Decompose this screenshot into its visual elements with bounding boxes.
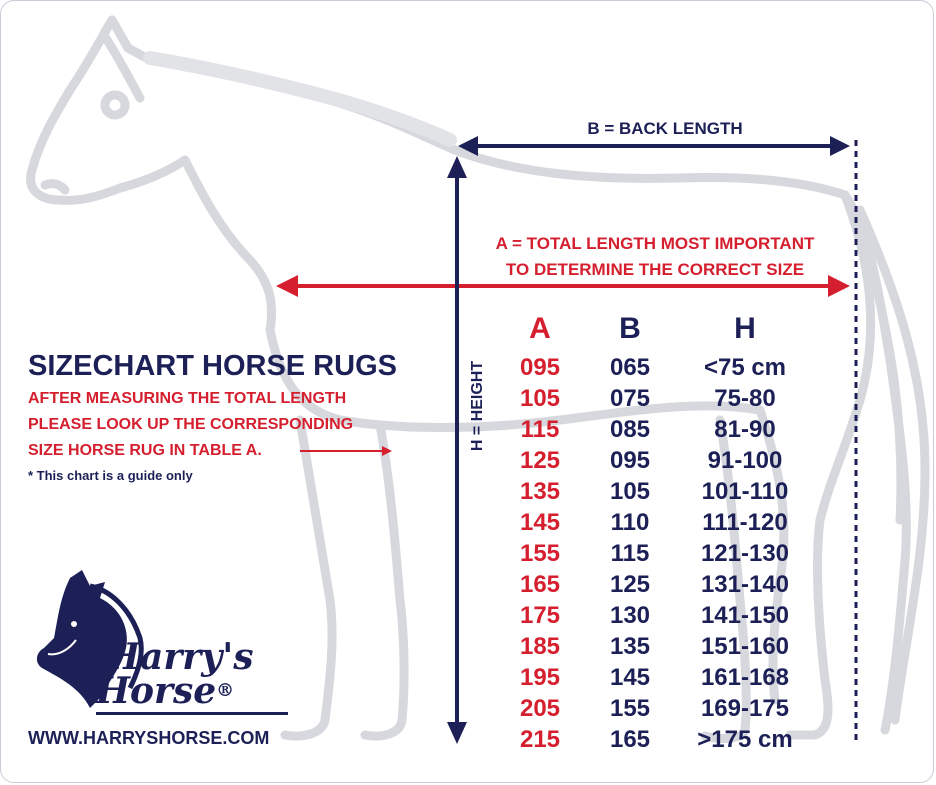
size-a-cell: 135 — [519, 478, 561, 505]
back-length-b-cell: 155 — [609, 695, 651, 722]
height-h-cell: 161-168 — [700, 664, 790, 691]
brand-registered-mark: ® — [216, 680, 235, 701]
height-h-cell: 101-110 — [701, 478, 789, 505]
size-a-cell: 195 — [519, 664, 561, 691]
size-a-cell: 125 — [519, 447, 561, 474]
page-title: SIZECHART HORSE RUGS — [28, 350, 397, 382]
size-a-cell: 165 — [519, 571, 561, 598]
instruction-line-3: SIZE HORSE RUG IN TABLE A. — [28, 442, 262, 459]
height-h-cell: 141-150 — [700, 602, 790, 629]
instruction-line-2: PLEASE LOOK UP THE CORRESPONDING — [28, 416, 354, 433]
back-length-b-cell: 135 — [609, 633, 651, 660]
height-h-cell: 91-100 — [707, 447, 783, 474]
height-label: H = HEIGHT — [469, 360, 486, 452]
back-length-b-cell: 065 — [609, 354, 651, 381]
back-length-b-cell: 145 — [609, 664, 651, 691]
column-header-h: H — [734, 312, 756, 345]
height-h-cell: 131-140 — [700, 571, 790, 598]
total-length-label-line1: A = TOTAL LENGTH MOST IMPORTANT — [495, 234, 815, 253]
back-length-b-cell: 095 — [609, 447, 651, 474]
size-a-cell: 115 — [520, 416, 560, 443]
brand-line-1: Harry's — [106, 636, 254, 678]
size-a-cell: 185 — [519, 633, 561, 660]
height-arrow — [447, 156, 467, 744]
back-length-b-cell: 105 — [609, 478, 651, 505]
back-length-b-cell: 110 — [610, 509, 650, 536]
back-length-b-cell: 130 — [609, 602, 651, 629]
column-header-a: A — [529, 312, 551, 345]
size-a-cell: 205 — [519, 695, 561, 722]
total-length-label-line2: TO DETERMINE THE CORRECT SIZE — [505, 260, 805, 279]
back-length-b-cell: 075 — [609, 385, 651, 412]
height-h-cell: 169-175 — [700, 695, 790, 722]
brand-underline — [96, 712, 288, 715]
height-h-cell: >175 cm — [697, 726, 793, 753]
height-h-cell: 151-160 — [700, 633, 790, 660]
column-header-b: B — [619, 312, 641, 345]
back-length-b-cell: 115 — [610, 540, 650, 567]
height-h-cell: 111-120 — [702, 509, 788, 536]
size-a-cell: 155 — [519, 540, 561, 567]
size-a-cell: 215 — [519, 726, 561, 753]
brand-line-2: Horse — [96, 670, 217, 712]
height-h-cell: 75-80 — [714, 385, 776, 412]
height-h-cell: <75 cm — [703, 354, 787, 381]
size-a-cell: 175 — [519, 602, 561, 629]
guide-note: * This chart is a guide only — [28, 468, 193, 483]
size-a-cell: 145 — [519, 509, 561, 536]
back-length-arrow — [458, 136, 850, 156]
brand-wordmark — [96, 636, 254, 712]
back-length-label: B = BACK LENGTH — [587, 119, 743, 138]
instruction-line-1: AFTER MEASURING THE TOTAL LENGTH — [28, 390, 347, 407]
pointer-arrow — [300, 446, 392, 456]
back-length-b-cell: 165 — [609, 726, 651, 753]
height-h-cell: 81-90 — [714, 416, 776, 443]
size-a-cell: 095 — [519, 354, 561, 381]
height-h-cell: 121-130 — [700, 540, 790, 567]
size-a-cell: 105 — [519, 385, 561, 412]
back-length-b-cell: 085 — [609, 416, 651, 443]
website-url: WWW.HARRYSHORSE.COM — [28, 728, 270, 748]
back-length-b-cell: 125 — [609, 571, 651, 598]
